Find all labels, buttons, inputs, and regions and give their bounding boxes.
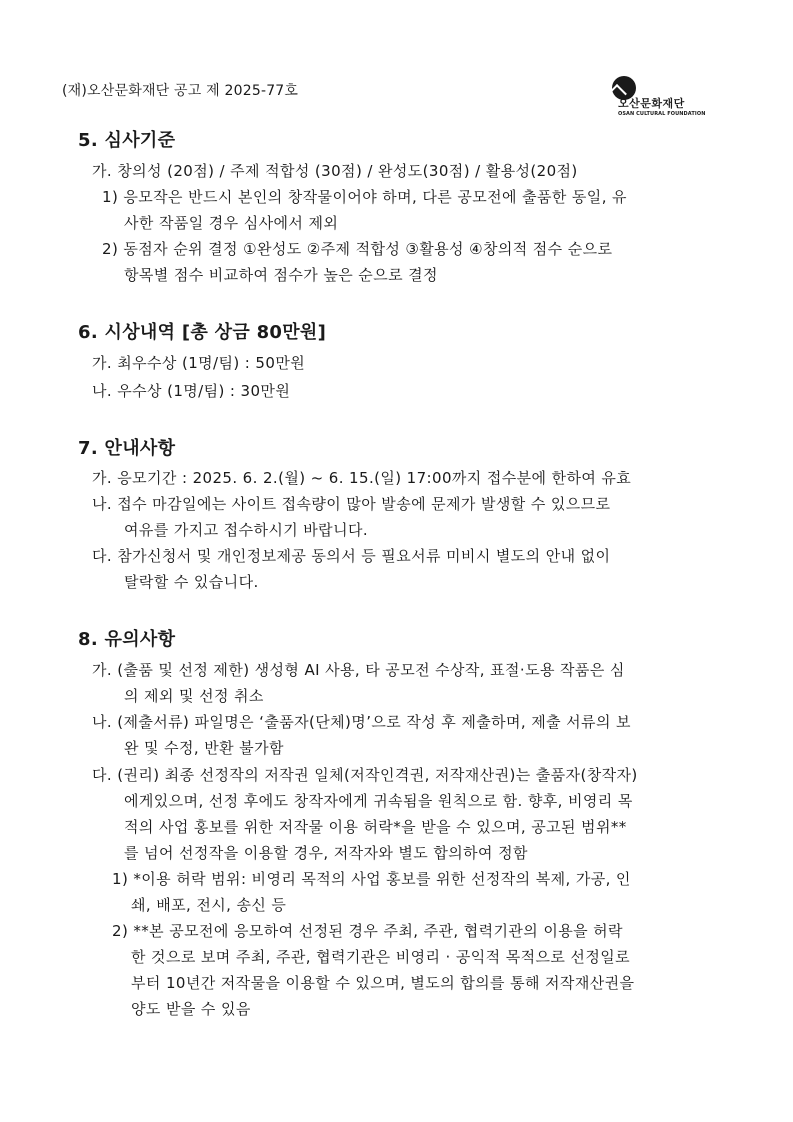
section-6-line: 가. 최우수상 (1명/팀) : 50만원 [92,354,306,372]
section-8-heading: 8. 유의사항 [78,629,176,650]
foundation-logo [604,76,714,122]
section-7-line: 여유를 가지고 접수하시기 바랍니다. [124,521,369,539]
section-7-line: 다. 참가신청서 및 개인정보제공 동의서 등 필요서류 미비시 별도의 안내 없이 [92,547,611,565]
section-5-line: 1) 응모작은 반드시 본인의 창작물이어야 하며, 다른 공모전에 출품한 동일, 유 [102,188,627,206]
section-8-line: 다. (권리) 최종 선정작의 저작권 일체(저작인격권, 저작재산권)는 출품자(창작자) [92,766,638,784]
section-8-line: 의 제외 및 선정 취소 [124,687,264,705]
section-7-line: 나. 접수 마감일에는 사이트 접속량이 많아 발송에 문제가 발생할 수 있으므로 [92,495,611,513]
section-8-line: 양도 받을 수 있음 [131,1000,251,1018]
section-8-line: 한 것으로 보며 주최, 주관, 협력기관은 비영리 · 공익적 목적으로 선정일로 [131,948,630,966]
section-8-line: 적의 사업 홍보를 위한 저작물 이용 허락*을 받을 수 있으며, 공고된 범위** [124,818,627,836]
section-7-heading: 7. 안내사항 [78,438,176,459]
section-6-heading: 6. 시상내역 [총 상금 80만원] [78,322,327,343]
section-6-line: 나. 우수상 (1명/팀) : 30만원 [92,382,291,400]
section-8-line: 2) **본 공모전에 응모하여 선정된 경우 주최, 주관, 협력기관의 이용을 허락 [112,922,623,940]
notice-number: (재)오산문화재단 공고 제 2025-77호 [62,83,299,99]
section-8-line: 완 및 수정, 반환 불가함 [124,739,284,757]
section-8-line: 를 넘어 선정작을 이용할 경우, 저작자와 별도 합의하여 정함 [124,844,528,862]
section-8-line: 에게있으며, 선정 후에도 창작자에게 귀속됨을 원칙으로 함. 향후, 비영리 목 [124,792,633,810]
section-5-line: 2) 동점자 순위 결정 ①완성도 ②주제 적합성 ③활용성 ④창의적 점수 순으로 [102,240,613,258]
section-8-line: 1) *이용 허락 범위: 비영리 목적의 사업 홍보를 위한 선정작의 복제, 가공, 인 [112,870,631,888]
logo-korean-text: 오산문화재단 [618,97,685,110]
section-7-line: 가. 응모기간 : 2025. 6. 2.(월) ~ 6. 15.(일) 17:00까지 접수분에 한하여 유효 [92,469,632,487]
section-8-line: 부터 10년간 저작물을 이용할 수 있으며, 별도의 합의를 통해 저작재산권을 [131,974,635,992]
section-7-line: 탈락할 수 있습니다. [124,573,259,591]
section-5-line: 가. 창의성 (20점) / 주제 적합성 (30점) / 완성도(30점) / 활용성(20점) [92,162,578,180]
logo-english-text: OSAN CULTURAL FOUNDATION [618,111,706,117]
section-5-heading: 5. 심사기준 [78,130,176,151]
section-8-line: 가. (출품 및 선정 제한) 생성형 AI 사용, 타 공모전 수상작, 표절·도용 작품은 심 [92,661,625,679]
section-5-line: 사한 작품일 경우 심사에서 제외 [124,214,339,232]
section-8-line: 나. (제출서류) 파일명은 ‘출품자(단체)명’으로 작성 후 제출하며, 제출 서류의 보 [92,713,631,731]
section-8-line: 쇄, 배포, 전시, 송신 등 [131,896,287,914]
section-5-line: 항목별 점수 비교하여 점수가 높은 순으로 결정 [124,266,438,284]
